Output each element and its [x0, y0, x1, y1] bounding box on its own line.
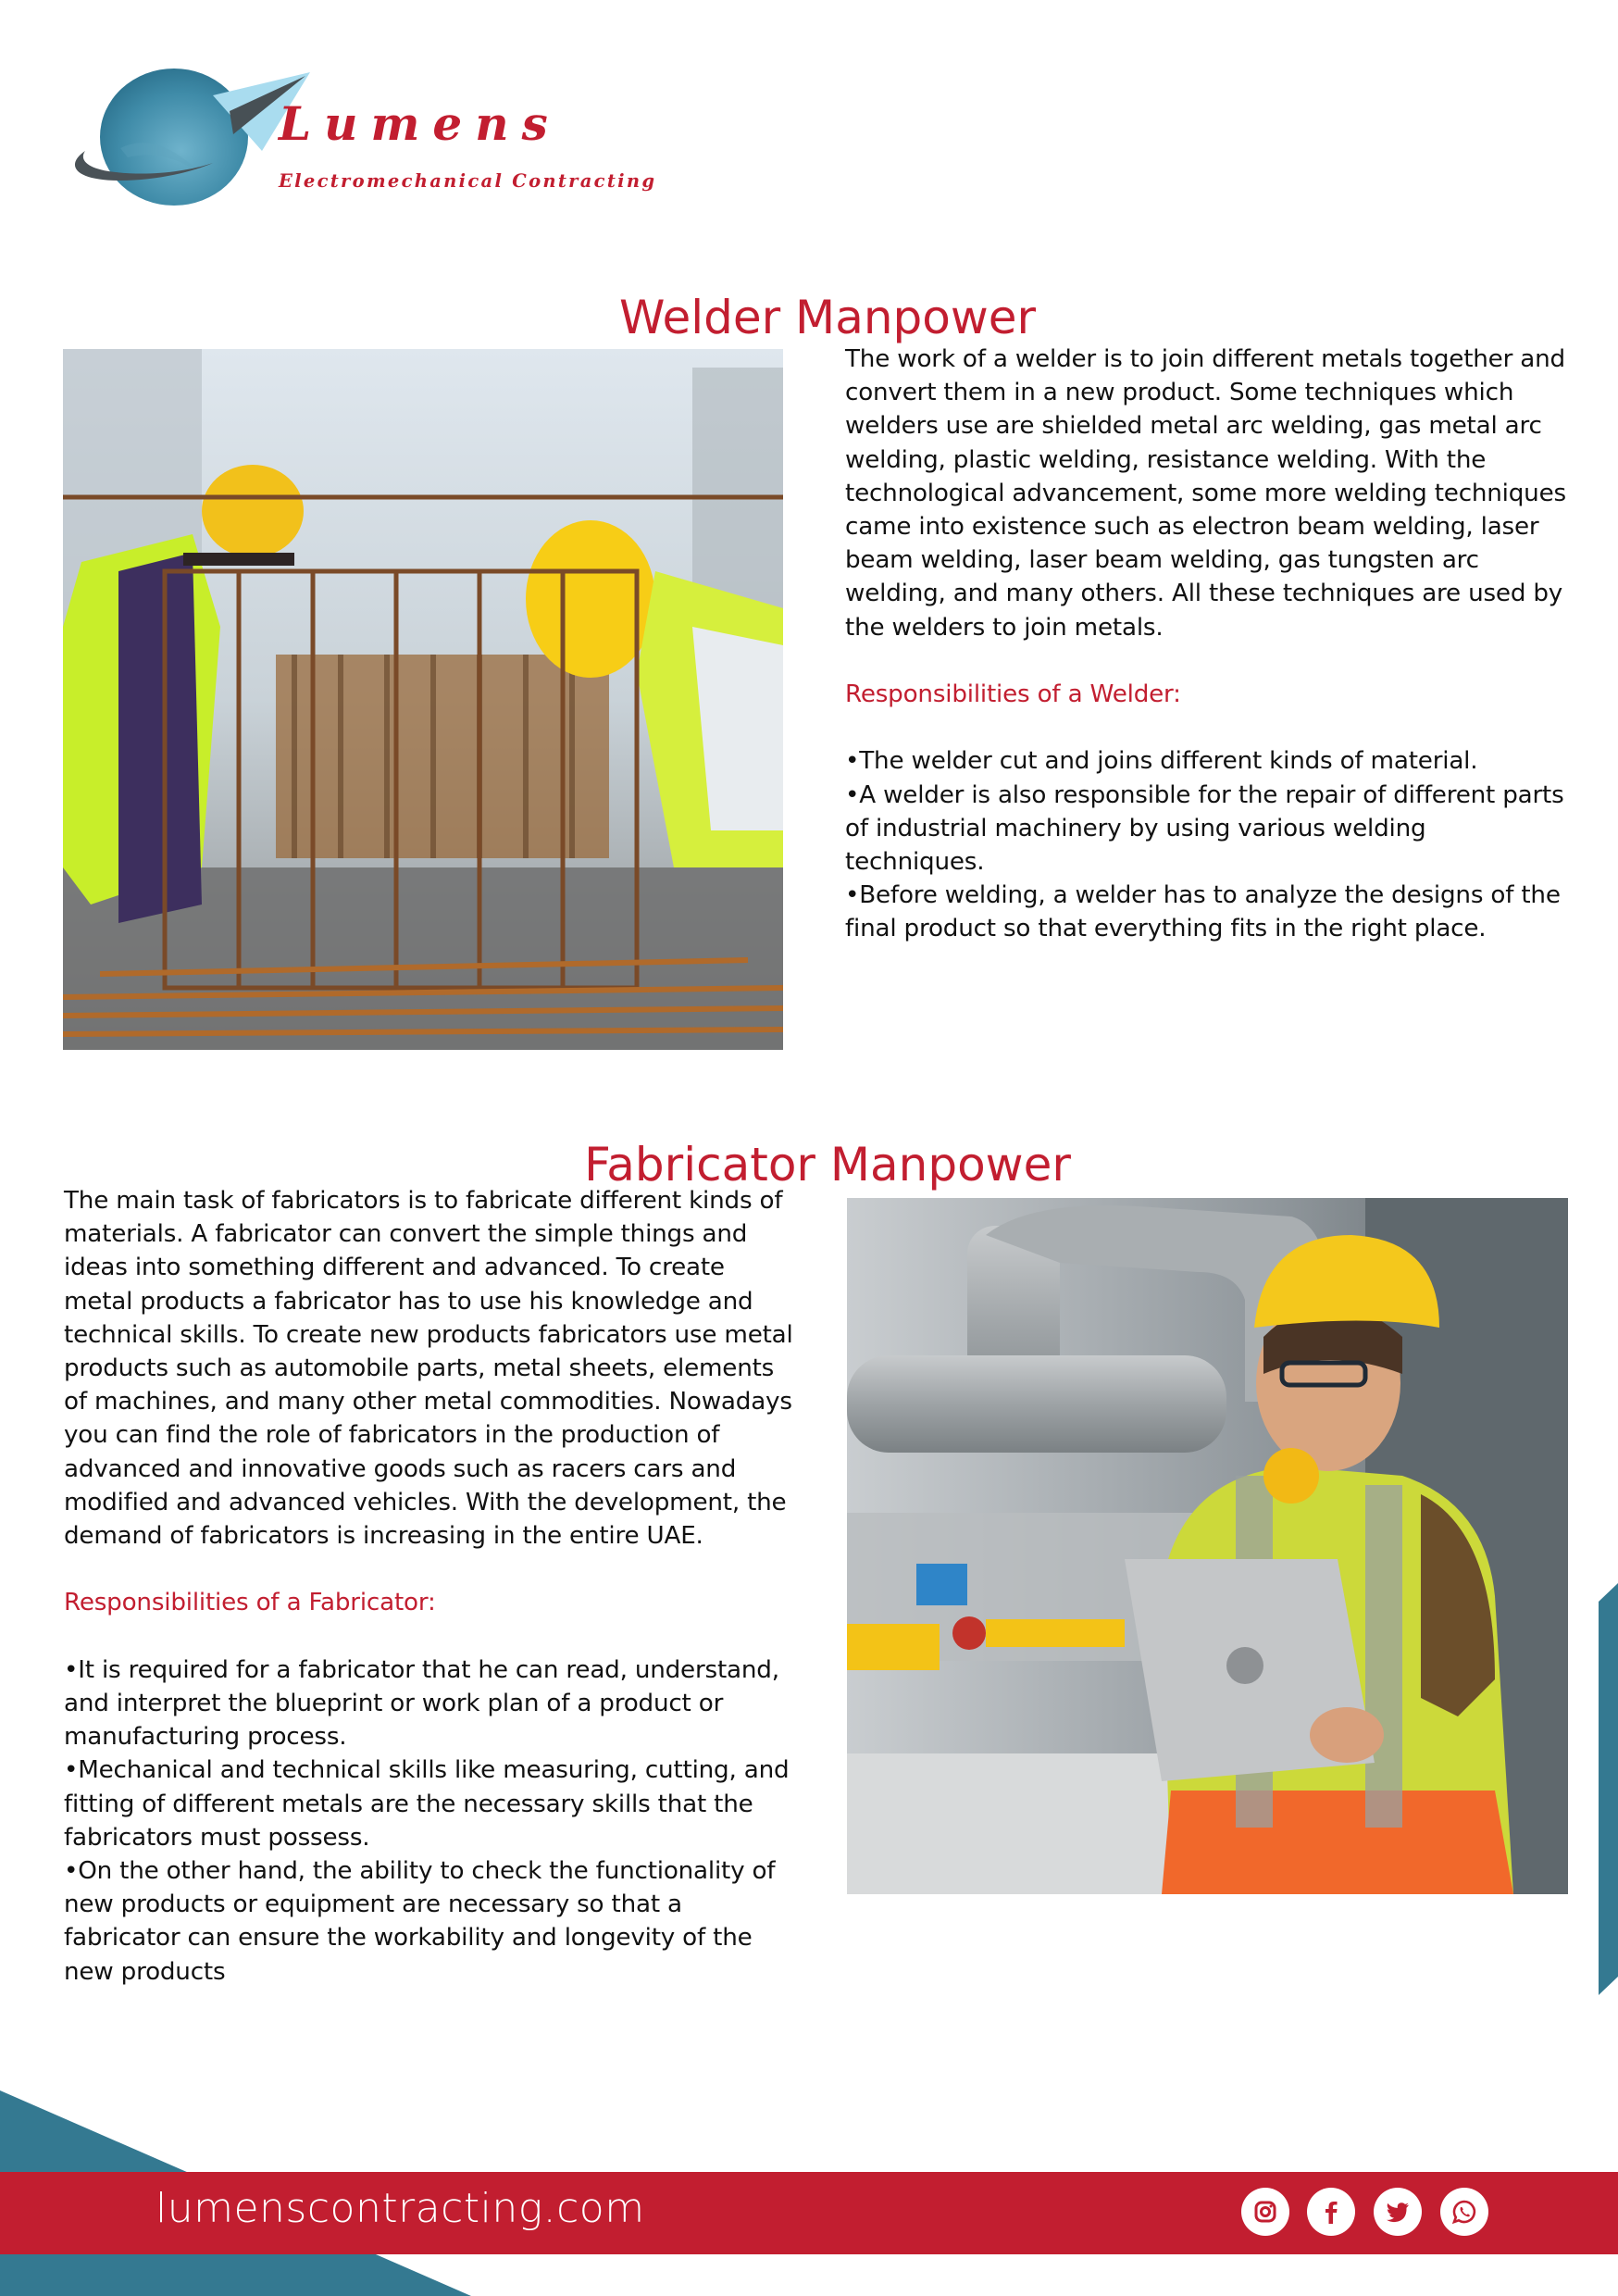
- footer-bar: [0, 2172, 1618, 2254]
- facebook-icon: [1317, 2198, 1345, 2226]
- welder-responsibilities-title: Responsibilities of a Welder:: [845, 680, 1181, 709]
- website-link[interactable]: lumenscontracting.com: [156, 2185, 645, 2232]
- logo-wordmark: Lumens: [279, 96, 561, 151]
- fabricator-responsibility-item: •On the other hand, the ability to check the functionality of new products or equipment are necessary so that a fabricator can ensure the workability and longevity of the new products: [64, 1857, 776, 1986]
- facebook-button[interactable]: [1307, 2188, 1355, 2236]
- engineer-laptop-image: [847, 1198, 1568, 1894]
- whatsapp-button[interactable]: [1440, 2188, 1488, 2236]
- welder-photo: [63, 349, 783, 1050]
- welders-rebar-image: [63, 349, 783, 1050]
- welder-text-block: [845, 343, 1567, 946]
- fabricator-section-title: Fabricator Manpower: [584, 1137, 1071, 1192]
- fabricator-responsibility-item: •It is required for a fabricator that he can read, understand, and interpret the blueprint or work plan of a product or manufacturing process.: [64, 1655, 779, 1752]
- instagram-icon: [1251, 2198, 1279, 2226]
- welder-responsibility-item: •A welder is also responsible for the repair of different parts of industrial machinery by using various welding techniques.: [845, 780, 1564, 877]
- instagram-button[interactable]: [1241, 2188, 1289, 2236]
- welder-section-title: Welder Manpower: [618, 290, 1037, 344]
- fabricator-text-block: [64, 1184, 795, 1989]
- fabricator-photo: [847, 1198, 1568, 1894]
- fabricator-responsibilities-title: Responsibilities of a Fabricator:: [64, 1589, 436, 1617]
- twitter-button[interactable]: [1374, 2188, 1422, 2236]
- fabricator-responsibility-item: •Mechanical and technical skills like measuring, cutting, and fitting of different metals are the necessary skills that the fabricators must possess.: [64, 1756, 790, 1852]
- welder-responsibility-item: •Before welding, a welder has to analyze the designs of the final product so that everything fits in the right place.: [845, 881, 1561, 943]
- twitter-icon: [1384, 2198, 1412, 2226]
- welder-intro: The work of a welder is to join different metals together and convert them in a new product. Some techniques which welders use are shielded metal arc welding, gas metal arc welding, plastic welding, resistance welding. With the technological advancement, some more welding techniques came into existence such as electron beam welding, laser beam welding, laser beam welding, gas tungsten arc welding, and many others. All these techniques are used by the welders to join metals.: [845, 345, 1566, 642]
- logo-tagline: Electromechanical Contracting: [279, 170, 657, 192]
- fabricator-intro: The main task of fabricators is to fabricate different kinds of materials. A fabricator can convert the simple things and ideas into something different and advanced. To create metal products a fabricator has to use his knowledge and technical skills. To create new products fabricators use metal products such as automobile parts, metal sheets, elements of machines, and many other metal commodities. Nowadays you can find the role of fabricators in the production of advanced and innovative goods such as racers cars and modified and advanced vehicles. With the development, the demand of fabricators is increasing in the entire UAE.: [64, 1187, 793, 1551]
- company-logo: [65, 56, 657, 222]
- whatsapp-icon: [1450, 2198, 1478, 2226]
- right-edge-teal-strip: [1599, 1583, 1618, 1995]
- welder-responsibility-item: •The welder cut and joins different kinds of material.: [845, 747, 1478, 776]
